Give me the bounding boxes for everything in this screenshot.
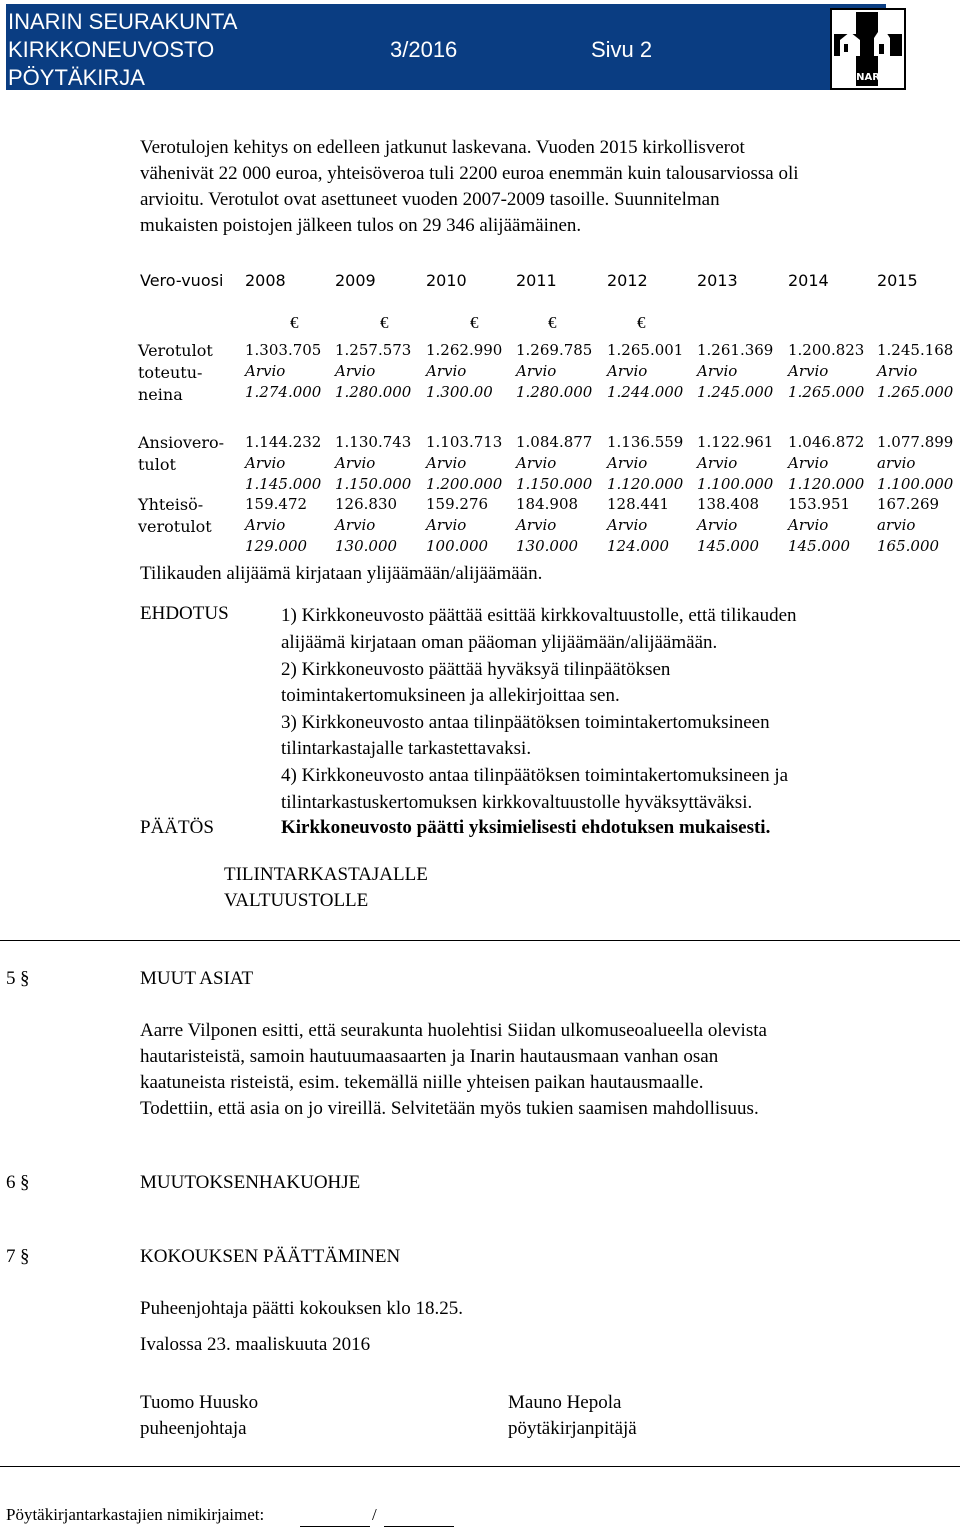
cell-estimate: 1.100.000: [877, 475, 954, 493]
body-name: KIRKKONEUVOSTO: [8, 37, 215, 62]
cell-estimate-label: Arvio: [335, 516, 376, 534]
ehdotus-line: toimintakertomuksineen ja allekirjoittaa sen.: [281, 685, 620, 706]
cell-estimate: 130.000: [335, 537, 398, 555]
cell-estimate-label: Arvio: [335, 454, 376, 472]
initials-label: Pöytäkirjantarkastajien nimikirjaimet:: [6, 1505, 265, 1524]
ehdotus-line: 4) Kirkkoneuvosto antaa tilinpäätöksen toimintakertomuksineen ja: [281, 765, 789, 786]
ehdotus-line: tilintarkastajalle tarkastettavaksi.: [281, 738, 532, 759]
cell-actual: 1.245.168: [877, 341, 954, 359]
cell-estimate: 1.120.000: [607, 475, 684, 493]
cell-estimate-label: Arvio: [426, 454, 467, 472]
cell-estimate-label: Arvio: [516, 516, 557, 534]
cell-estimate: 145.000: [788, 537, 851, 555]
cell-estimate-label: Arvio: [788, 454, 829, 472]
cell-actual: 167.269: [877, 495, 940, 513]
euro-sign: €: [637, 313, 646, 332]
section-title: MUUT ASIAT: [140, 968, 254, 989]
table-cell: [877, 494, 939, 557]
initials-blank-2: [384, 1526, 454, 1527]
row-label: toteutu-: [138, 363, 203, 382]
table-cell: [426, 432, 502, 495]
table-cell: [877, 340, 953, 403]
intro-line: arvioitu. Verotulot ovat asettuneet vuoden 2007-2009 tasoille. Suunnitelman: [140, 189, 720, 210]
svg-text:INARI: INARI: [852, 72, 884, 83]
cell-estimate-label: Arvio: [788, 362, 829, 380]
paatos-text: Kirkkoneuvosto päätti yksimielisesti ehdotuksen mukaisesti.: [281, 817, 771, 838]
ehdotus-line: 2) Kirkkoneuvosto päättää hyväksyä tilinpäätöksen: [281, 659, 671, 680]
intro-line: Verotulojen kehitys on edelleen jatkunut laskevana. Vuoden 2015 kirkollisverot: [140, 137, 745, 158]
initials-slash: /: [372, 1505, 377, 1524]
row-label: Ansiovero-: [138, 433, 225, 452]
parish-logo: [830, 8, 906, 90]
section-body-line: Puheenjohtaja päätti kokouksen klo 18.25.: [140, 1298, 463, 1319]
recipient-line: TILINTARKASTAJALLE: [224, 864, 428, 885]
table-cell: [245, 432, 321, 495]
cell-actual: 1.122.961: [697, 433, 774, 451]
table-cell: [335, 340, 411, 403]
row-label: Verotulot: [138, 341, 213, 360]
intro-line: vähenivät 22 000 euroa, yhteisöveroa tuli 2200 euroa enemmän kuin talousarviossa oli: [140, 163, 799, 184]
table-cell: [335, 494, 397, 557]
cell-estimate-label: Arvio: [426, 362, 467, 380]
table-cell: [607, 432, 683, 495]
table-cell: [788, 340, 864, 403]
table-cell: [607, 340, 683, 403]
cell-estimate: 1.265.000: [877, 383, 954, 401]
document-type: PÖYTÄKIRJA: [8, 65, 145, 90]
table-cell: [697, 432, 773, 495]
signer-name: Tuomo Huusko: [140, 1392, 259, 1413]
cell-estimate: 1.274.000: [245, 383, 322, 401]
table-cell: [516, 340, 592, 403]
ehdotus-line: tilintarkastuskertomuksen kirkkovaltuustolle hyväksyttäväksi.: [281, 792, 753, 813]
year-header: 2008: [245, 271, 286, 290]
parish-name: INARIN SEURAKUNTA: [8, 9, 238, 34]
place-and-date: Ivalossa 23. maaliskuuta 2016: [140, 1334, 371, 1355]
cell-estimate-label: arvio: [877, 454, 916, 472]
cell-estimate-label: Arvio: [607, 362, 648, 380]
signer-role: puheenjohtaja: [140, 1418, 247, 1439]
cell-estimate-label: Arvio: [245, 516, 286, 534]
cell-estimate-label: arvio: [877, 516, 916, 534]
euro-sign: €: [290, 313, 299, 332]
cell-actual: 1.130.743: [335, 433, 412, 451]
cell-estimate: 1.265.000: [788, 383, 865, 401]
year-header: 2015: [877, 271, 918, 290]
cell-actual: 1.103.713: [426, 433, 503, 451]
year-header: 2011: [516, 271, 557, 290]
intro-line: mukaisten poistojen jälkeen tulos on 29 346 alijäämäinen.: [140, 215, 582, 236]
euro-sign: €: [470, 313, 479, 332]
row-label: Yhteisö-: [138, 495, 204, 514]
cell-estimate: 1.280.000: [335, 383, 412, 401]
cell-estimate: 1.280.000: [516, 383, 593, 401]
cell-estimate-label: Arvio: [426, 516, 467, 534]
cell-actual: 1.200.823: [788, 341, 865, 359]
table-cell: [335, 432, 411, 495]
cell-actual: 159.472: [245, 495, 308, 513]
row-label: verotulot: [138, 517, 212, 536]
cell-estimate-label: Arvio: [697, 454, 738, 472]
cell-actual: 138.408: [697, 495, 760, 513]
cell-actual: 1.265.001: [607, 341, 684, 359]
section-number: 7: [6, 1246, 16, 1267]
cell-actual: 1.257.573: [335, 341, 412, 359]
cell-estimate: 1.244.000: [607, 383, 684, 401]
cell-estimate: 1.150.000: [516, 475, 593, 493]
year-header: 2010: [426, 271, 467, 290]
euro-sign: €: [380, 313, 389, 332]
cell-actual: 159.276: [426, 495, 489, 513]
euro-sign: €: [548, 313, 557, 332]
cell-estimate-label: Arvio: [697, 516, 738, 534]
signer-role: pöytäkirjanpitäjä: [508, 1418, 637, 1439]
cell-estimate-label: Arvio: [607, 516, 648, 534]
year-header: 2014: [788, 271, 829, 290]
table-corner-label: Vero-vuosi: [140, 271, 224, 290]
table-cell: [877, 432, 953, 495]
cell-estimate-label: Arvio: [516, 454, 557, 472]
section-divider: [0, 940, 960, 941]
signer-name: Mauno Hepola: [508, 1392, 622, 1413]
year-header: 2012: [607, 271, 648, 290]
section-body-line: Aarre Vilponen esitti, että seurakunta huolehtisi Siidan ulkomuseoalueella olevista: [140, 1020, 767, 1041]
cell-estimate: 1.100.000: [697, 475, 774, 493]
cell-estimate-label: Arvio: [245, 454, 286, 472]
cell-actual: 1.084.877: [516, 433, 593, 451]
section-title: MUUTOKSENHAKUOHJE: [140, 1172, 361, 1193]
table-cell: [788, 432, 864, 495]
cell-actual: 1.269.785: [516, 341, 593, 359]
cell-actual: 1.261.369: [697, 341, 774, 359]
cell-estimate: 1.300.00: [426, 383, 493, 401]
cell-estimate: 100.000: [426, 537, 489, 555]
year-header: 2013: [697, 271, 738, 290]
table-cell: [245, 494, 307, 557]
cell-actual: 153.951: [788, 495, 851, 513]
table-cell: [697, 340, 773, 403]
table-cell: [426, 340, 502, 403]
section-number: 6: [6, 1172, 16, 1193]
footer-divider: [0, 1466, 960, 1467]
cell-estimate: 130.000: [516, 537, 579, 555]
row-label: neina: [138, 385, 183, 404]
cell-estimate: 165.000: [877, 537, 940, 555]
table-cell: [245, 340, 321, 403]
page-number: Sivu 2: [591, 37, 653, 62]
cell-actual: 1.136.559: [607, 433, 684, 451]
section-number: 5: [6, 968, 16, 989]
cell-estimate: 124.000: [607, 537, 670, 555]
cell-estimate: 145.000: [697, 537, 760, 555]
cell-estimate-label: Arvio: [607, 454, 648, 472]
cell-actual: 128.441: [607, 495, 670, 513]
cell-estimate: 129.000: [245, 537, 308, 555]
initials-blank-1: [300, 1526, 370, 1527]
document-header: [6, 4, 886, 90]
table-cell: [788, 494, 850, 557]
section-body-line: Todettiin, että asia on jo vireillä. Selvitetään myös tukien saamisen mahdollisuus.: [140, 1098, 759, 1119]
cell-estimate-label: Arvio: [516, 362, 557, 380]
section-body-line: hautaristeistä, samoin hautuumaasaarten ja Inarin hautausmaan vanhan osan: [140, 1046, 719, 1067]
table-cell: [516, 432, 592, 495]
cell-estimate-label: Arvio: [788, 516, 829, 534]
cell-estimate: 1.150.000: [335, 475, 412, 493]
paragraph-sign: §: [20, 1172, 30, 1193]
tilikauden-statement: Tilikauden alijäämä kirjataan ylijäämään/alijäämään.: [140, 563, 543, 584]
cell-estimate: 1.120.000: [788, 475, 865, 493]
paragraph-sign: §: [20, 1246, 30, 1267]
ehdotus-line: 3) Kirkkoneuvosto antaa tilinpäätöksen toimintakertomuksineen: [281, 712, 770, 733]
recipient-line: VALTUUSTOLLE: [224, 890, 369, 911]
section-title: KOKOUKSEN PÄÄTTÄMINEN: [140, 1246, 401, 1267]
year-header: 2009: [335, 271, 376, 290]
cell-estimate: 1.200.000: [426, 475, 503, 493]
section-body-line: kaatuneista risteistä, esim. tekemällä niille yhteisen paikan hautausmaalle.: [140, 1072, 704, 1093]
cell-actual: 1.262.990: [426, 341, 503, 359]
paragraph-sign: §: [20, 968, 30, 989]
cell-estimate: 1.145.000: [245, 475, 322, 493]
cell-actual: 1.046.872: [788, 433, 865, 451]
cell-actual: 126.830: [335, 495, 398, 513]
cell-estimate-label: Arvio: [245, 362, 286, 380]
table-cell: [697, 494, 759, 557]
row-label: tulot: [138, 455, 176, 474]
cell-actual: 1.077.899: [877, 433, 954, 451]
ehdotus-line: 1) Kirkkoneuvosto päättää esittää kirkkovaltuustolle, että tilikauden: [281, 605, 797, 626]
cell-actual: 184.908: [516, 495, 579, 513]
cell-actual: 1.303.705: [245, 341, 322, 359]
ehdotus-label: EHDOTUS: [140, 603, 229, 624]
cell-estimate-label: Arvio: [335, 362, 376, 380]
table-cell: [426, 494, 488, 557]
paatos-label: PÄÄTÖS: [140, 817, 214, 838]
cell-actual: 1.144.232: [245, 433, 322, 451]
table-cell: [516, 494, 578, 557]
cell-estimate-label: Arvio: [697, 362, 738, 380]
meeting-number: 3/2016: [390, 37, 458, 62]
cell-estimate: 1.245.000: [697, 383, 774, 401]
table-cell: [607, 494, 669, 557]
ehdotus-line: alijäämä kirjataan oman pääoman ylijäämään/alijäämään.: [281, 632, 718, 653]
cell-estimate-label: Arvio: [877, 362, 918, 380]
